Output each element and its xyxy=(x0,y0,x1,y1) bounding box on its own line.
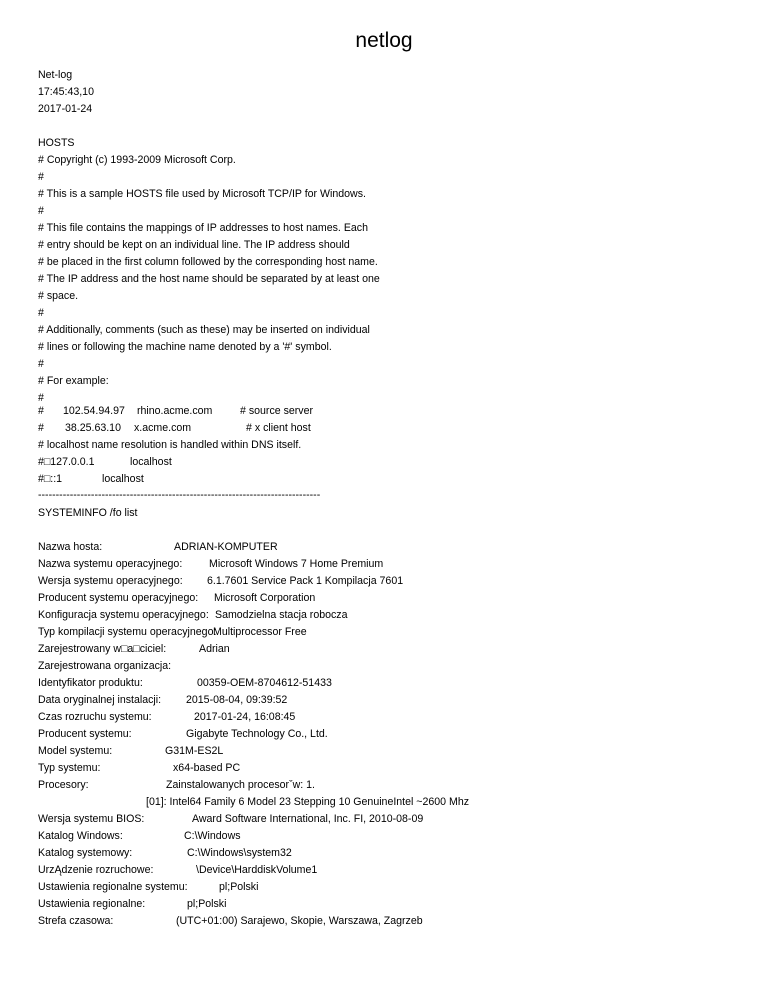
example-ip: 38.25.63.10 xyxy=(65,422,121,434)
sysinfo-value: 2015-08-04, 09:39:52 xyxy=(186,694,288,706)
hosts-line: # This is a sample HOSTS file used by Microsoft TCP/IP for Windows. xyxy=(38,188,366,200)
example-ip: 102.54.94.97 xyxy=(63,405,125,417)
sysinfo-label: Model systemu: xyxy=(38,745,113,757)
sysinfo-value: Award Software International, Inc. FI, 2010-08-09 xyxy=(192,813,424,825)
hosts-line: # xyxy=(38,392,44,404)
example-host: x.acme.com xyxy=(134,422,192,434)
sysinfo-value: Microsoft Windows 7 Home Premium xyxy=(209,558,384,570)
sysinfo-value: 00359-OEM-8704612-51433 xyxy=(197,677,332,689)
sysinfo-label: Katalog systemowy: xyxy=(38,847,133,859)
hosts-line: # Additionally, comments (such as these) may be inserted on individual xyxy=(38,324,370,336)
hosts-heading: HOSTS xyxy=(38,137,75,149)
sysinfo-value: \Device\HarddiskVolume1 xyxy=(196,864,318,876)
page-title: netlog xyxy=(355,29,413,52)
log-name: Net-log xyxy=(38,69,73,81)
hosts-line: # xyxy=(38,171,44,183)
sysinfo-value: G31M-ES2L xyxy=(165,745,224,757)
sysinfo-value: 2017-01-24, 16:08:45 xyxy=(194,711,296,723)
hosts-line: # For example: xyxy=(38,375,109,387)
sysinfo-value: x64-based PC xyxy=(173,762,241,774)
hosts-line: # The IP address and the host name should be separated by at least one xyxy=(38,273,380,285)
sysinfo-value: Multiprocessor Free xyxy=(213,626,307,638)
example-hash: # xyxy=(38,422,44,434)
localhost-note: # localhost name resolution is handled within DNS itself. xyxy=(38,439,302,451)
sysinfo-value: Samodzielna stacja robocza xyxy=(215,609,348,621)
sysinfo-value: 6.1.7601 Service Pack 1 Kompilacja 7601 xyxy=(207,575,404,587)
sysinfo-label: UrzĄdzenie rozruchowe: xyxy=(38,864,154,876)
localhost-name: localhost xyxy=(130,456,172,468)
sysinfo-label: Producent systemu: xyxy=(38,728,132,740)
hosts-line: # be placed in the first column followed by the corresponding host name. xyxy=(38,256,378,268)
example-comment: # x client host xyxy=(246,422,311,434)
sysinfo-label: Ustawienia regionalne: xyxy=(38,898,146,910)
sysinfo-value: Gigabyte Technology Co., Ltd. xyxy=(186,728,328,740)
hosts-line: # xyxy=(38,358,44,370)
separator: -------------------------------------------------------------------------------- xyxy=(38,489,321,501)
sysinfo-value: (UTC+01:00) Sarajewo, Skopie, Warszawa, Zagrzeb xyxy=(176,915,423,927)
sysinfo-label: Czas rozruchu systemu: xyxy=(38,711,152,723)
hosts-line: # lines or following the machine name denoted by a '#' symbol. xyxy=(38,341,332,353)
localhost-name: localhost xyxy=(102,473,144,485)
sysinfo-label: Procesory: xyxy=(38,779,89,791)
sysinfo-value: C:\Windows\system32 xyxy=(187,847,292,859)
sysinfo-label: Ustawienia regionalne systemu: xyxy=(38,881,188,893)
sysinfo-value: pl;Polski xyxy=(187,898,227,910)
example-comment: # source server xyxy=(240,405,314,417)
systeminfo-heading: SYSTEMINFO /fo list xyxy=(38,507,138,519)
sysinfo-label: Nazwa hosta: xyxy=(38,541,103,553)
hosts-line: # xyxy=(38,205,44,217)
log-time: 17:45:43,10 xyxy=(38,86,94,98)
localhost-addr: #□127.0.0.1 xyxy=(38,456,95,468)
sysinfo-value: pl;Polski xyxy=(219,881,259,893)
sysinfo-label: Typ kompilacji systemu operacyjnego: xyxy=(38,626,217,638)
sysinfo-label: Katalog Windows: xyxy=(38,830,123,842)
sysinfo-label: Strefa czasowa: xyxy=(38,915,114,927)
sysinfo-value: Adrian xyxy=(199,643,230,655)
sysinfo-value: C:\Windows xyxy=(184,830,241,842)
sysinfo-label: Identyfikator produktu: xyxy=(38,677,143,689)
sysinfo-label: Typ systemu: xyxy=(38,762,101,774)
localhost-addr: #□::1 xyxy=(38,473,63,485)
sysinfo-label: Wersja systemu operacyjnego: xyxy=(38,575,183,587)
sysinfo-label: Nazwa systemu operacyjnego: xyxy=(38,558,183,570)
log-date: 2017-01-24 xyxy=(38,103,93,115)
example-host: rhino.acme.com xyxy=(137,405,213,417)
sysinfo-value: Microsoft Corporation xyxy=(214,592,316,604)
hosts-line: # This file contains the mappings of IP addresses to host names. Each xyxy=(38,222,368,234)
hosts-line: # Copyright (c) 1993-2009 Microsoft Corp. xyxy=(38,154,236,166)
example-hash: # xyxy=(38,405,44,417)
sysinfo-value: Zainstalowanych procesorˇw: 1. xyxy=(166,779,315,791)
sysinfo-label: Konfiguracja systemu operacyjnego: xyxy=(38,609,209,621)
hosts-line: # entry should be kept on an individual line. The IP address should xyxy=(38,239,350,251)
sysinfo-label: Wersja systemu BIOS: xyxy=(38,813,145,825)
sysinfo-label: Producent systemu operacyjnego: xyxy=(38,592,199,604)
sysinfo-value: [01]: Intel64 Family 6 Model 23 Stepping 10 GenuineIntel ~2600 Mhz xyxy=(146,796,470,808)
sysinfo-label: Zarejestrowany w□a□ciciel: xyxy=(38,643,167,655)
sysinfo-value: ADRIAN-KOMPUTER xyxy=(174,541,278,553)
hosts-line: # space. xyxy=(38,290,79,302)
hosts-line: # xyxy=(38,307,44,319)
sysinfo-label: Zarejestrowana organizacja: xyxy=(38,660,172,672)
sysinfo-label: Data oryginalnej instalacji: xyxy=(38,694,162,706)
